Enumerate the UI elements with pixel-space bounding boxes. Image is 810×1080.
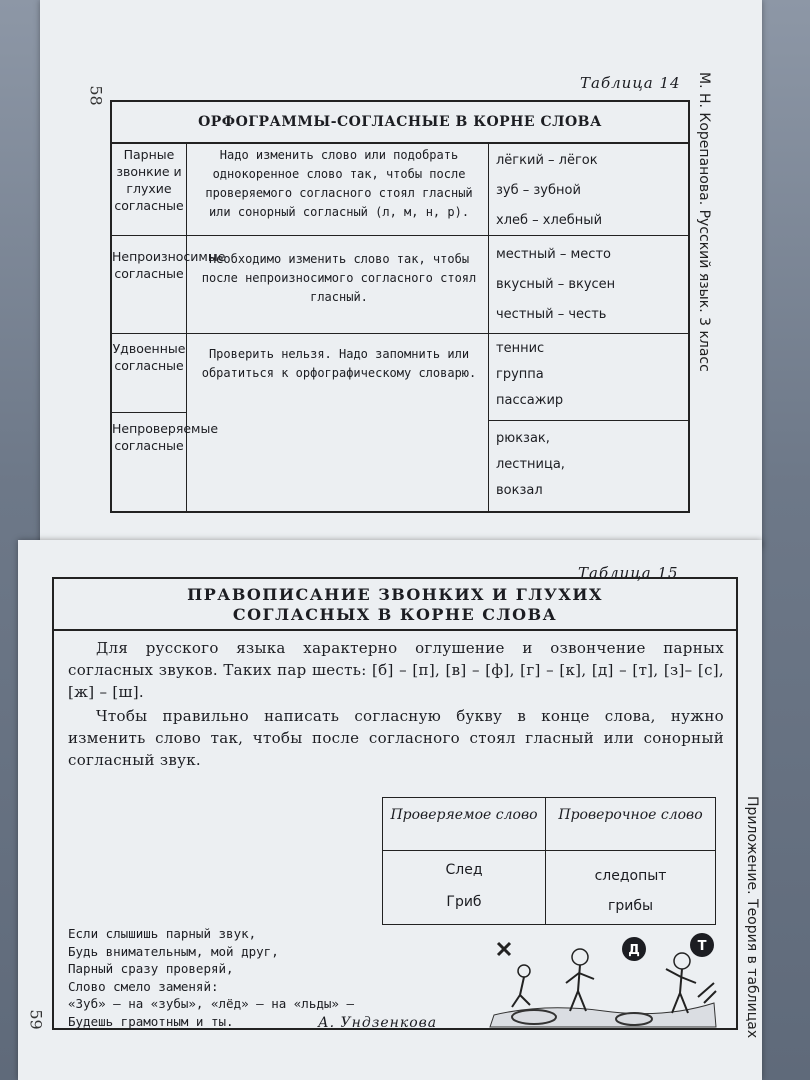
category-cell: Непроверяемые согласные — [112, 421, 219, 453]
category-cell: Непроизносимые согласные — [112, 249, 226, 281]
column-header: Проверочное слово — [558, 807, 703, 823]
example: рюкзак, — [496, 431, 550, 446]
example: лёгкий – лёгок — [496, 153, 598, 168]
divider — [488, 142, 489, 511]
poem-line: Будешь грамотным и ты. — [68, 1013, 234, 1029]
word-cell: След — [445, 862, 483, 878]
example: лестница, — [496, 457, 565, 472]
table-14 — [110, 100, 690, 513]
divider — [186, 142, 187, 511]
rule-cell: Надо изменить слово или подобрать однокоренное слово так, чтобы после проверяемого согласного стоял гласный или сонорный согласный (л, м, н, р). — [205, 148, 473, 219]
table-number: Таблица 15 — [578, 564, 679, 582]
example: теннис — [496, 341, 545, 356]
table-number: Таблица 14 — [580, 74, 681, 92]
poem-line: Парный сразу проверяй, — [68, 961, 234, 976]
example: местный – место — [496, 247, 611, 262]
example: группа — [496, 367, 544, 382]
children-illustration — [484, 933, 720, 1029]
category-cell: Удвоенные согласные — [112, 341, 186, 373]
example: хлеб – хлебный — [496, 213, 603, 228]
examples-cell — [496, 240, 615, 330]
table-15 — [52, 577, 738, 1030]
divider — [112, 412, 186, 413]
side-header: М. Н. Корепанова. Русский язык. 3 класс — [696, 72, 712, 372]
column-header: Проверяемое слово — [390, 807, 538, 823]
page-number: 59 — [26, 1009, 46, 1030]
word-cell: следопыт — [594, 868, 667, 884]
examples-cell — [496, 146, 602, 236]
examples-cell — [496, 336, 563, 414]
table-title — [54, 579, 736, 631]
page-58 — [40, 0, 762, 548]
poem-line: Если слышишь парный звук, — [68, 926, 257, 941]
word-cell: Гриб — [446, 894, 482, 910]
poem-line: Будь внимательным, мой друг, — [68, 943, 279, 959]
title-line: ПРАВОПИСАНИЕ ЗВОНКИХ И ГЛУХИХ — [187, 585, 603, 604]
poem-author: А. Ундзенкова — [318, 1015, 438, 1031]
page-59 — [18, 540, 762, 1080]
title-line: СОГЛАСНЫХ В КОРНЕ СЛОВА — [232, 605, 558, 624]
divider — [383, 850, 545, 851]
divider — [112, 333, 688, 334]
example: пассажир — [496, 393, 564, 408]
rule-cell: Необходимо изменить слово так, чтобы после непроизносимого согласного стоял гласный. — [201, 252, 477, 304]
paragraph: Для русского языка характерно оглушение и озвончение парных согласных звуков. Таких пар шесть: [б] – [п], [в] – [ф], [г] – [к], [д] – [т], [з]– [с], [ж] – [ш]. — [68, 639, 724, 701]
example: вокзал — [496, 483, 543, 498]
example: честный – честь — [496, 307, 607, 322]
category-cell: Парные звонкие и глухие согласные — [114, 147, 184, 213]
page-number: 58 — [86, 85, 106, 106]
check-words-table — [382, 797, 716, 925]
example: вкусный – вкусен — [496, 277, 616, 292]
table-title: ОРФОГРАММЫ-СОГЛАСНЫЕ В КОРНЕ СЛОВА — [112, 102, 688, 144]
poem-line: «Зуб» – на «зубы», «лёд» – на «льды» – — [68, 996, 354, 1011]
divider — [546, 850, 715, 851]
side-header: Приложение. Теория в таблицах — [744, 796, 760, 1039]
divider — [488, 420, 688, 421]
badge-letter: Д — [628, 943, 640, 958]
examples-cell — [496, 426, 565, 504]
poem — [68, 925, 354, 1030]
example: зуб – зубной — [496, 183, 581, 198]
poem-line: Слово смело заменяй: — [68, 978, 219, 994]
rule-cell: Проверить нельзя. Надо запомнить или обратиться к орфографическому словарю. — [201, 347, 477, 380]
badge-letter: Т — [697, 939, 707, 954]
checked-column — [383, 798, 546, 924]
word-cell: грибы — [607, 898, 654, 914]
check-column — [546, 798, 715, 924]
paragraph: Чтобы правильно написать согласную букву в конце слова, нужно изменить слово так, чтобы после согласного стоял гласный или сонорный согласный звук. — [68, 707, 724, 769]
